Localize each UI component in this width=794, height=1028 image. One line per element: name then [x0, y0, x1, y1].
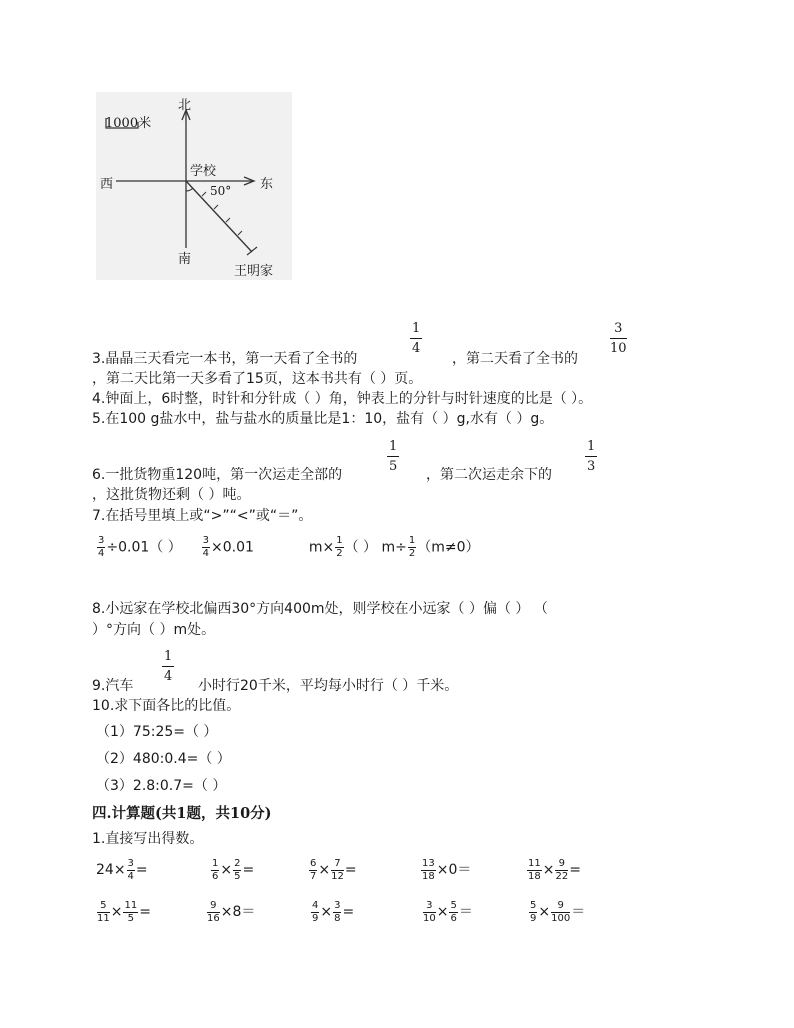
q6-text-a: 6.一批货物重120吨，第一次运走全部的: [92, 467, 343, 483]
q6-text-b: ，第二次运走余下的: [426, 467, 552, 483]
east-label: 东: [260, 177, 274, 192]
angle-label: 50°: [210, 184, 232, 198]
q7-e2-fraction: $\frac{3}{4}$: [202, 535, 210, 559]
calc-row-2: [96, 897, 636, 929]
q7-e4-rest: （m≠0）: [417, 539, 480, 556]
section4-heading: 四.计算题(共1题，共10分): [92, 805, 272, 822]
q3-fraction-2: 3 10: [610, 321, 627, 356]
q10-item-2: （2）480:0.4=（ ）: [96, 751, 231, 767]
calc-r2c2: $\frac{9}{16}$ ×8＝: [207, 899, 256, 924]
calc-r2c5: $\frac{5}{9}$ × $\frac{9}{100}$ ＝: [530, 899, 586, 924]
school-label: 学校: [190, 164, 217, 179]
q7-e1-fraction: $\frac{3}{4}$: [98, 535, 105, 559]
q9-text-a: 9.汽车: [92, 678, 134, 694]
q3-text-b: ，第二天看了全书的: [452, 351, 578, 367]
q3-fraction-1: 1 4: [412, 321, 421, 356]
q10-item-1: （1）75:25=（ ）: [96, 724, 218, 740]
q6-fraction-2: 1 3: [587, 439, 596, 474]
q6-text-c: ，这批货物还剩（ ）吨。: [92, 487, 251, 503]
angle-arc: [186, 188, 193, 191]
q7-e3-fraction: $\frac{1}{2}$: [336, 535, 343, 559]
section4-q1: 1.直接写出得数。: [92, 831, 204, 847]
q8-line1: 8.小远家在学校北偏西30°方向400m处，则学校在小远家（ ）偏（ ） （: [92, 601, 548, 617]
calc-r1c4: $\frac{13}{18}$ ×0＝: [422, 857, 472, 882]
q3-text-a: 3.晶晶三天看完一本书，第一天看了全书的: [92, 351, 358, 367]
calc-r2c1: $\frac{5}{11}$ × $\frac{11}{5}$ =: [97, 899, 151, 924]
q3-text-c: ，第二天比第一天多看了15页，这本书共有（ ）页。: [92, 371, 423, 387]
q4-text: 4.钟面上，6时整，时针和分针成（ ）角，钟表上的分针与时针速度的比是（ ）。: [92, 391, 593, 407]
calc-row-1: [96, 855, 636, 887]
q10-item-3: （3）2.8:0.7=（ ）: [96, 778, 227, 794]
scale-label: 1000米: [105, 116, 152, 131]
q10-title: 10.求下面各比的比值。: [92, 698, 241, 714]
calc-r1c3: $\frac{6}{7}$ × $\frac{7}{12}$ =: [310, 857, 357, 882]
west-label: 西: [100, 177, 114, 192]
south-label: 南: [178, 252, 192, 267]
q8-line2: ）°方向（ ）m处。: [92, 622, 216, 638]
q7-e4-fraction: $\frac{1}{2}$: [408, 535, 416, 559]
calc-r2c4: $\frac{3}{10}$ × $\frac{5}{6}$ ＝: [423, 899, 473, 924]
q5-text: 5.在100 g盐水中，盐与盐水的质量比是1：10，盐有（ ）g,水有（ ）g。: [92, 411, 554, 427]
q7-e2-rest: ×0.01: [211, 539, 254, 556]
calc-r1c1: 24× $\frac{3}{4}$ =: [96, 857, 148, 882]
calc-r1c5: $\frac{11}{18}$ × $\frac{9}{22}$ =: [528, 857, 581, 882]
q7-e1-rest: ÷0.01（ ）: [106, 539, 182, 556]
home-label: 王明家: [234, 264, 274, 279]
direction-map: [92, 92, 312, 292]
q7-text: 7.在括号里填上或“>”“<”或“＝”。: [92, 508, 313, 524]
north-label: 北: [178, 98, 192, 113]
q9-fraction: 1 4: [164, 649, 173, 684]
calc-r2c3: $\frac{4}{9}$ × $\frac{3}{8}$ =: [312, 899, 355, 924]
q7-e3-rest: （ ） m÷: [344, 539, 407, 556]
calc-r1c2: $\frac{1}{6}$ × $\frac{2}{5}$ =: [212, 857, 255, 882]
q6-fraction-1: 1 5: [389, 439, 398, 474]
q9-text-b: 小时行20千米，平均每小时行（ ）千米。: [198, 678, 459, 694]
q7-expressions: [96, 536, 480, 559]
q7-e3-pre: m×: [308, 539, 335, 556]
